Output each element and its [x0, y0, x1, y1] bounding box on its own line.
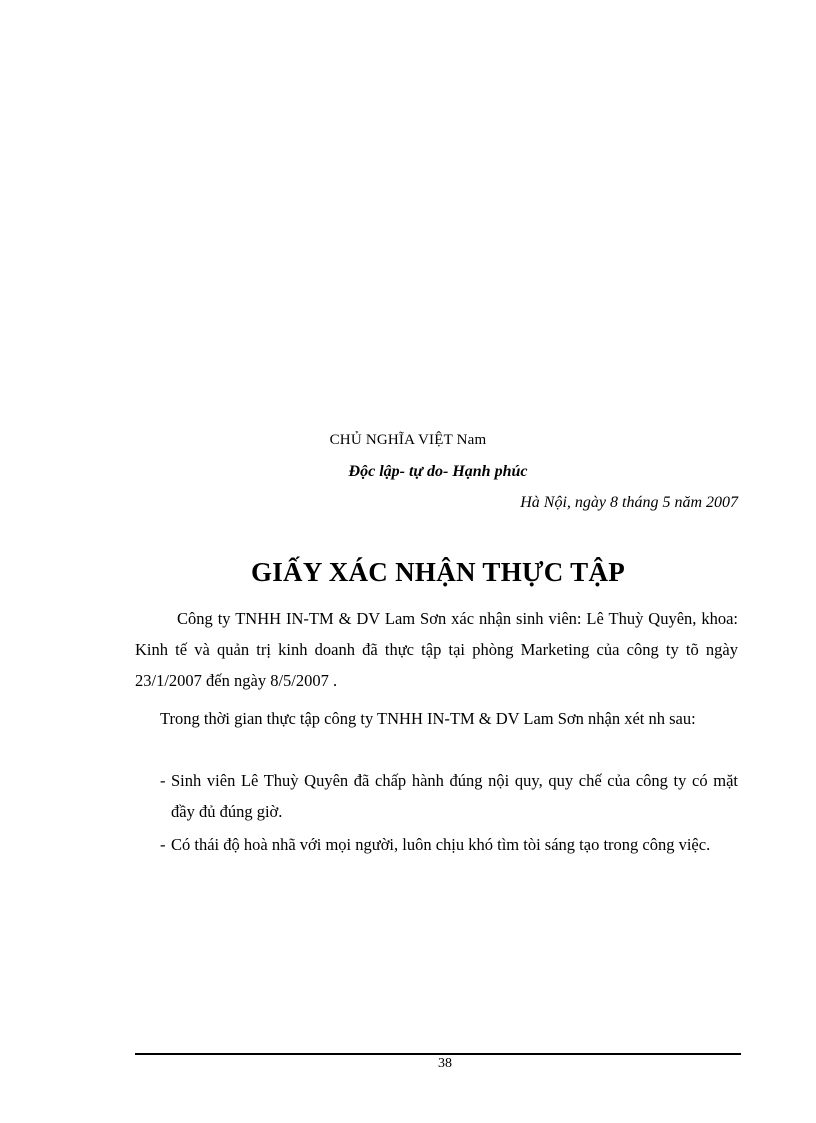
national-slogan: Độc lập- tự do- Hạnh phúc: [348, 463, 528, 480]
paragraph-confirmation: Công ty TNHH IN-TM & DV Lam Sơn xác nhận sinh viên: Lê Thuỳ Quyên, khoa: Kinh tế và quản trị kinh doanh đã thực tập tại phòng Marketing của công ty tõ ngày 23/1/2007 đến ngày 8/5/2007 .: [135, 609, 738, 690]
paragraph-evaluation-intro: Trong thời gian thực tập công ty TNHH IN-TM & DV Lam Sơn nhận xét nh sau:: [160, 709, 696, 728]
list-item: [135, 765, 738, 827]
evaluation-list: [135, 765, 738, 862]
bullet-dash: -: [160, 771, 166, 790]
list-item: [135, 829, 738, 860]
list-item-text: Có thái độ hoà nhã với mọi người, luôn chịu khó tìm tòi sáng tạo trong công việc.: [171, 835, 711, 854]
bullet-dash: -: [160, 835, 166, 854]
document-title: GIẤY XÁC NHẬN THỰC TẬP: [250, 557, 626, 587]
page-number: 38: [438, 1056, 452, 1071]
footer-divider: [135, 1053, 741, 1055]
document-date: Hà Nội, ngày 8 tháng 5 năm 2007: [520, 494, 738, 511]
list-item-text: Sinh viên Lê Thuỳ Quyên đã chấp hành đúng nội quy, quy chế của công ty có mặt đầy đủ đúng giờ.: [171, 771, 738, 821]
national-motto: CHỦ NGHĨA VIỆT Nam: [329, 432, 487, 448]
